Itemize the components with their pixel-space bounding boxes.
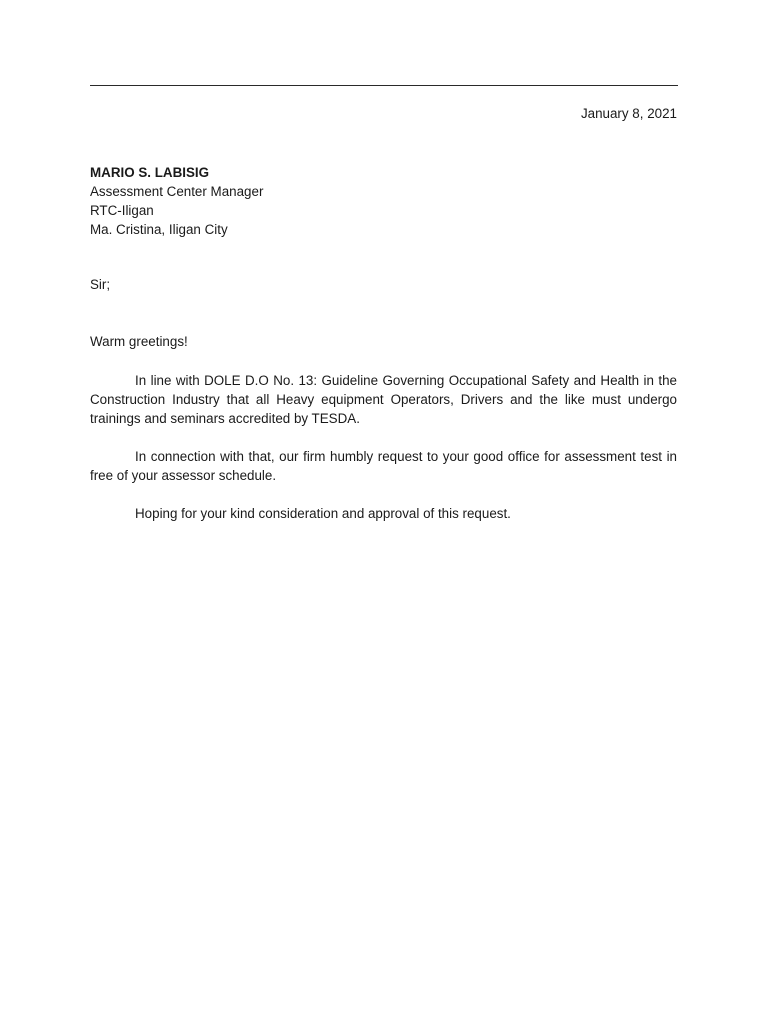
letter-date: January 8, 2021 bbox=[580, 106, 677, 121]
body-paragraph-1: In line with DOLE D.O No. 13: Guideline Governing Occupational Safety and Health in the Construction Industry that all Heavy equipment Operators, Drivers and the like must undergo trainings and seminars accredited by TESDA. bbox=[90, 373, 677, 426]
recipient-title: Assessment Center Manager bbox=[90, 184, 264, 199]
recipient-name: MARIO S. LABISIG bbox=[90, 165, 210, 180]
letter-body bbox=[90, 371, 677, 542]
recipient-address: Ma. Cristina, Iligan City bbox=[90, 222, 228, 237]
recipient-block bbox=[90, 163, 263, 239]
body-paragraph-2: In connection with that, our firm humbly request to your good office for assessment test in free of your assessor schedule. bbox=[90, 449, 677, 483]
body-paragraph-3: Hoping for your kind consideration and approval of this request. bbox=[135, 506, 511, 521]
salutation: Sir; bbox=[90, 277, 111, 292]
greeting: Warm greetings! bbox=[90, 334, 188, 349]
header-rule bbox=[90, 85, 678, 86]
recipient-org: RTC-Iligan bbox=[90, 203, 154, 218]
